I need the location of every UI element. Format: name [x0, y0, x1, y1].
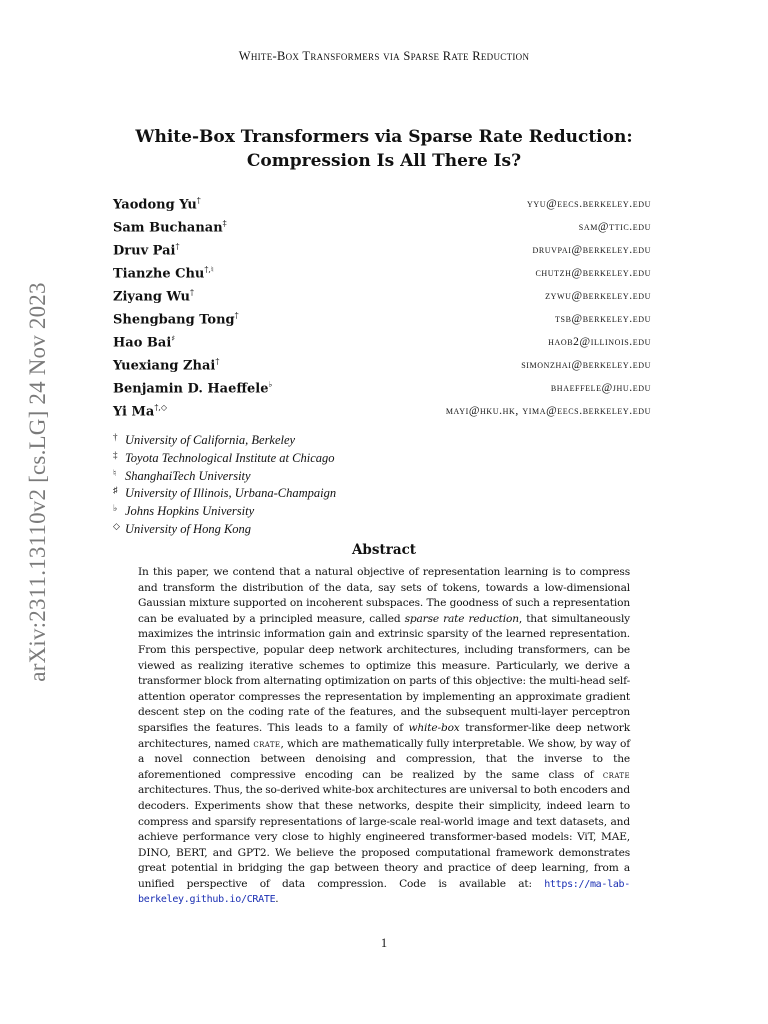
- abstract-text: architectures. Thus, the so-derived white-box architectures are universal to both encoders and decoders. Experiments show that these networks, despite their simplicity, indeed learn to compress and sparsify representations of large-scale real-world image and text datasets, and achieve performance very close to highly engineered transformer-based models: ViT, MAE, DINO, BERT, and GPT2. We believe the proposed computational framework demonstrates great potential in bridging the gap between theory and practice of deep learning, from a unified perspective of data compression. Code is available at:: [138, 784, 630, 890]
- affiliation-item: [113, 450, 336, 468]
- abstract-body: [138, 565, 630, 908]
- author-email[interactable]: simonzhai@berkeley.edu: [521, 359, 651, 371]
- author-name: Shengbang Tong†: [113, 311, 239, 328]
- title-line-2: Compression Is All There Is?: [246, 151, 522, 171]
- author-row: [113, 265, 651, 288]
- author-name: Hao Bai♯: [113, 334, 176, 351]
- affiliation-name: University of Hong Kong: [125, 521, 252, 536]
- author-row: [113, 219, 651, 242]
- code-link[interactable]: https://ma-lab-berkeley.github.io/CRATE: [138, 878, 630, 906]
- affiliation-item: [113, 503, 336, 521]
- arxiv-identifier-stamp[interactable]: arXiv:2311.13110v2 [cs.LG] 24 Nov 2023: [25, 282, 50, 682]
- author-name: Sam Buchanan‡: [113, 219, 227, 236]
- affiliation-item: [113, 521, 336, 539]
- abstract-emphasis: white-box: [408, 721, 460, 734]
- affiliation-list: [113, 432, 336, 539]
- abstract-text: .: [275, 893, 279, 906]
- paper-title: [0, 125, 768, 173]
- crate-name: crate: [253, 737, 281, 750]
- author-email[interactable]: mayi@hku.hk, yima@eecs.berkeley.edu: [445, 405, 651, 417]
- abstract-heading: Abstract: [351, 542, 417, 558]
- affiliation-name: Toyota Technological Institute at Chicago: [125, 450, 335, 465]
- affiliation-name: University of Illinois, Urbana-Champaign: [125, 486, 337, 501]
- author-row: [113, 311, 651, 334]
- author-row: [113, 357, 651, 380]
- affiliation-name: University of California, Berkeley: [125, 433, 296, 447]
- abstract-text: In this paper, we contend that a natural objective of representation learning is to compress and transform the distribution of the data, say sets of tokens, towards a low-dimensional Gaussian mixture supported on incoherent subspaces. The goodness of such a representation can be evaluated by a principled measure, called: [138, 566, 630, 625]
- affiliation-item: [113, 432, 336, 450]
- author-name: Druv Pai†: [113, 242, 180, 259]
- author-row: [113, 288, 651, 311]
- author-name: Ziyang Wu†: [113, 288, 194, 305]
- author-name: Yuexiang Zhai†: [113, 357, 220, 374]
- author-email[interactable]: yyu@eecs.berkeley.edu: [526, 198, 651, 210]
- affiliation-mark: ♮: [113, 467, 117, 478]
- author-email[interactable]: haob2@illinois.edu: [548, 336, 651, 348]
- affiliation-mark: †: [113, 432, 118, 442]
- author-email[interactable]: tsb@berkeley.edu: [555, 313, 651, 325]
- author-email[interactable]: druvpai@berkeley.edu: [532, 244, 651, 256]
- affiliation-name: ShanghaiTech University: [125, 468, 251, 483]
- abstract-text: transformer-like deep network architectures, named: [138, 721, 630, 750]
- author-name: Tianzhe Chu†,♮: [113, 265, 214, 282]
- author-email[interactable]: bhaeffele@jhu.edu: [550, 382, 651, 394]
- author-email[interactable]: chutzh@berkeley.edu: [535, 267, 651, 279]
- affiliation-mark: ‡: [113, 449, 118, 460]
- abstract-text: , which are mathematically fully interpretable. We show, by way of a novel connection between denoising and compression, that the inverse to the aforementioned compressive encoding can be realized by the same class of: [138, 737, 630, 781]
- author-name: Yi Ma†,◇: [113, 403, 168, 420]
- author-name: Yaodong Yu†: [113, 196, 201, 213]
- affiliation-mark: ◇: [113, 520, 120, 531]
- title-line-1: White-Box Transformers via Sparse Rate Reduction:: [135, 127, 633, 147]
- affiliation-item: [113, 468, 336, 486]
- abstract-text: , that simultaneously maximizes the intrinsic information gain and extrinsic sparsity of the learned representation. From this perspective, popular deep network architectures, including transformers, can be viewed as realizing iterative schemes to optimize this measure. Particularly, we derive a transformer block from alternating optimization on parts of this objective: the multi-head self-attention operator compresses the representation by implementing an approximate gradient descent step on the coding rate of the features, and the subsequent multi-layer perceptron sparsifies the features. This leads to a family of: [138, 612, 631, 734]
- author-row: [113, 196, 651, 219]
- author-row: [113, 242, 651, 265]
- author-row: [113, 380, 651, 403]
- page-number: 1: [380, 936, 388, 950]
- author-list: [113, 196, 651, 426]
- running-head: White-Box Transformers via Sparse Rate Reduction: [238, 49, 530, 63]
- affiliation-item: [113, 485, 336, 503]
- affiliation-name: Johns Hopkins University: [125, 504, 255, 519]
- abstract-emphasis: sparse rate reduction: [404, 612, 519, 625]
- crate-name: crate: [602, 768, 630, 781]
- affiliation-mark: ♭: [113, 503, 118, 514]
- author-email[interactable]: zywu@berkeley.edu: [545, 290, 651, 302]
- author-row: [113, 403, 651, 426]
- author-name: Benjamin D. Haeffele♭: [113, 380, 273, 397]
- author-row: [113, 334, 651, 357]
- affiliation-mark: ♯: [113, 485, 118, 496]
- author-email[interactable]: sam@ttic.edu: [578, 221, 651, 233]
